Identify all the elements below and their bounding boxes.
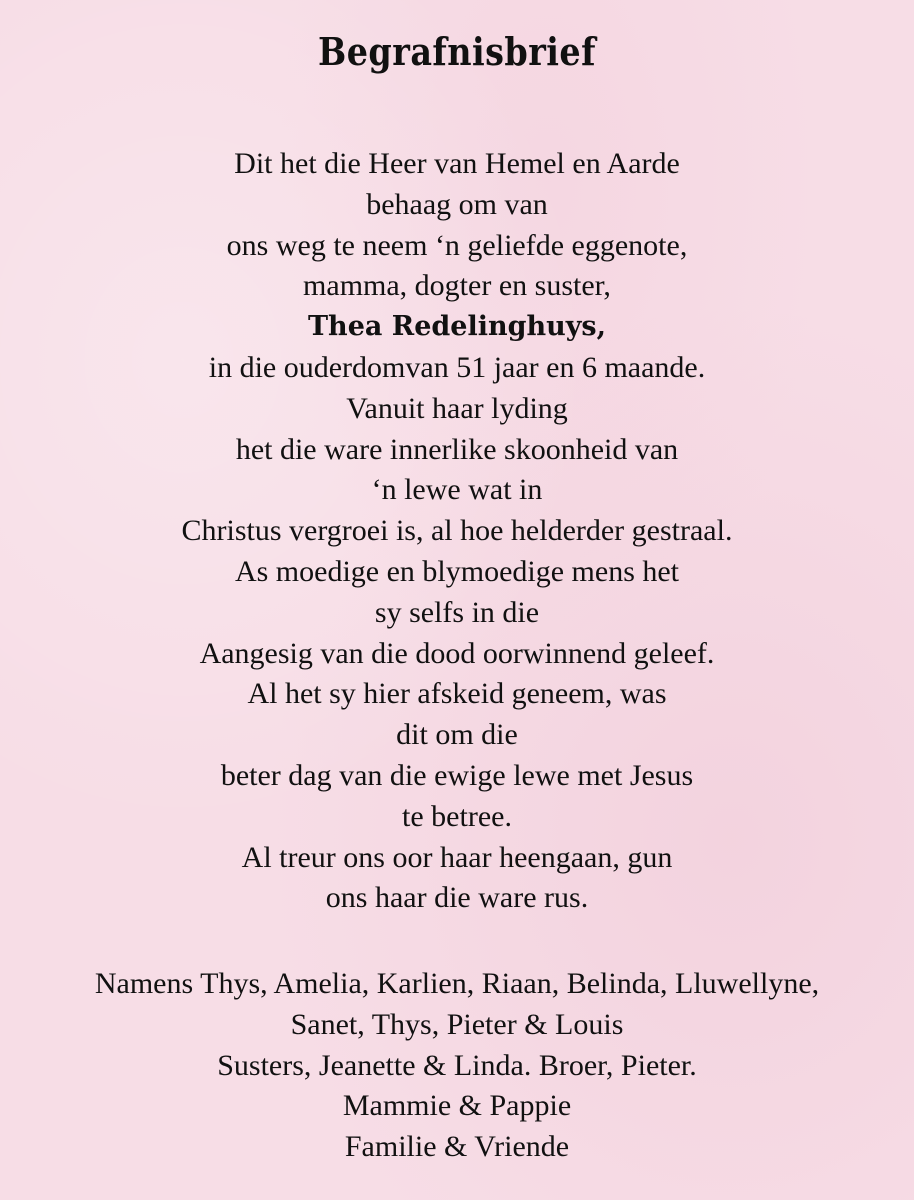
body-line: As moedige en blymoedige mens het — [234, 554, 680, 588]
body-line: mamma, dogter en suster, — [303, 269, 611, 303]
body-line: Vanuit haar lyding — [346, 391, 568, 425]
body-line: ons haar die ware rus. — [325, 881, 589, 915]
body-line: dit om die — [396, 718, 518, 752]
body-line: Al treur ons oor haar heengaan, gun — [241, 840, 673, 874]
body-line: het die ware innerlike skoonheid van — [235, 432, 679, 466]
signoff-line: Sanet, Thys, Pieter & Louis — [290, 1007, 624, 1041]
body-line: behaag om van — [366, 187, 548, 221]
body-line: in die ouderdomvan 51 jaar en 6 maande. — [208, 350, 706, 384]
body-line: te betree. — [402, 799, 512, 833]
body-line: Dit het die Heer van Hemel en Aarde — [234, 147, 680, 180]
body-line: ons weg te neem ‘n geliefde eggenote, — [226, 228, 688, 262]
body-line: beter dag van die ewige lewe met Jesus — [220, 758, 694, 792]
page-title: Begrafnisbrief — [318, 29, 596, 74]
body-line: ‘n lewe wat in — [371, 473, 543, 507]
deceased-name: Thea Redelinghuys, — [307, 311, 607, 343]
signoff-line: Namens Thys, Amelia, Karlien, Riaan, Belinda, Lluwellyne, — [94, 967, 820, 1000]
signoff-line: Mammie & Pappie — [342, 1089, 572, 1123]
signoff-line: Familie & Vriende — [344, 1130, 570, 1164]
body-line: Christus vergroei is, al hoe helderder gestraal. — [181, 514, 733, 548]
body-line: Aangesig van die dood oorwinnend geleef. — [199, 636, 715, 670]
signoff-line: Susters, Jeanette & Linda. Broer, Pieter. — [217, 1048, 697, 1082]
body-line: sy selfs in die — [374, 595, 540, 629]
signoff-block — [0, 964, 914, 1168]
letter-body — [0, 144, 914, 919]
body-line: Al het sy hier afskeid geneem, was — [247, 677, 667, 711]
